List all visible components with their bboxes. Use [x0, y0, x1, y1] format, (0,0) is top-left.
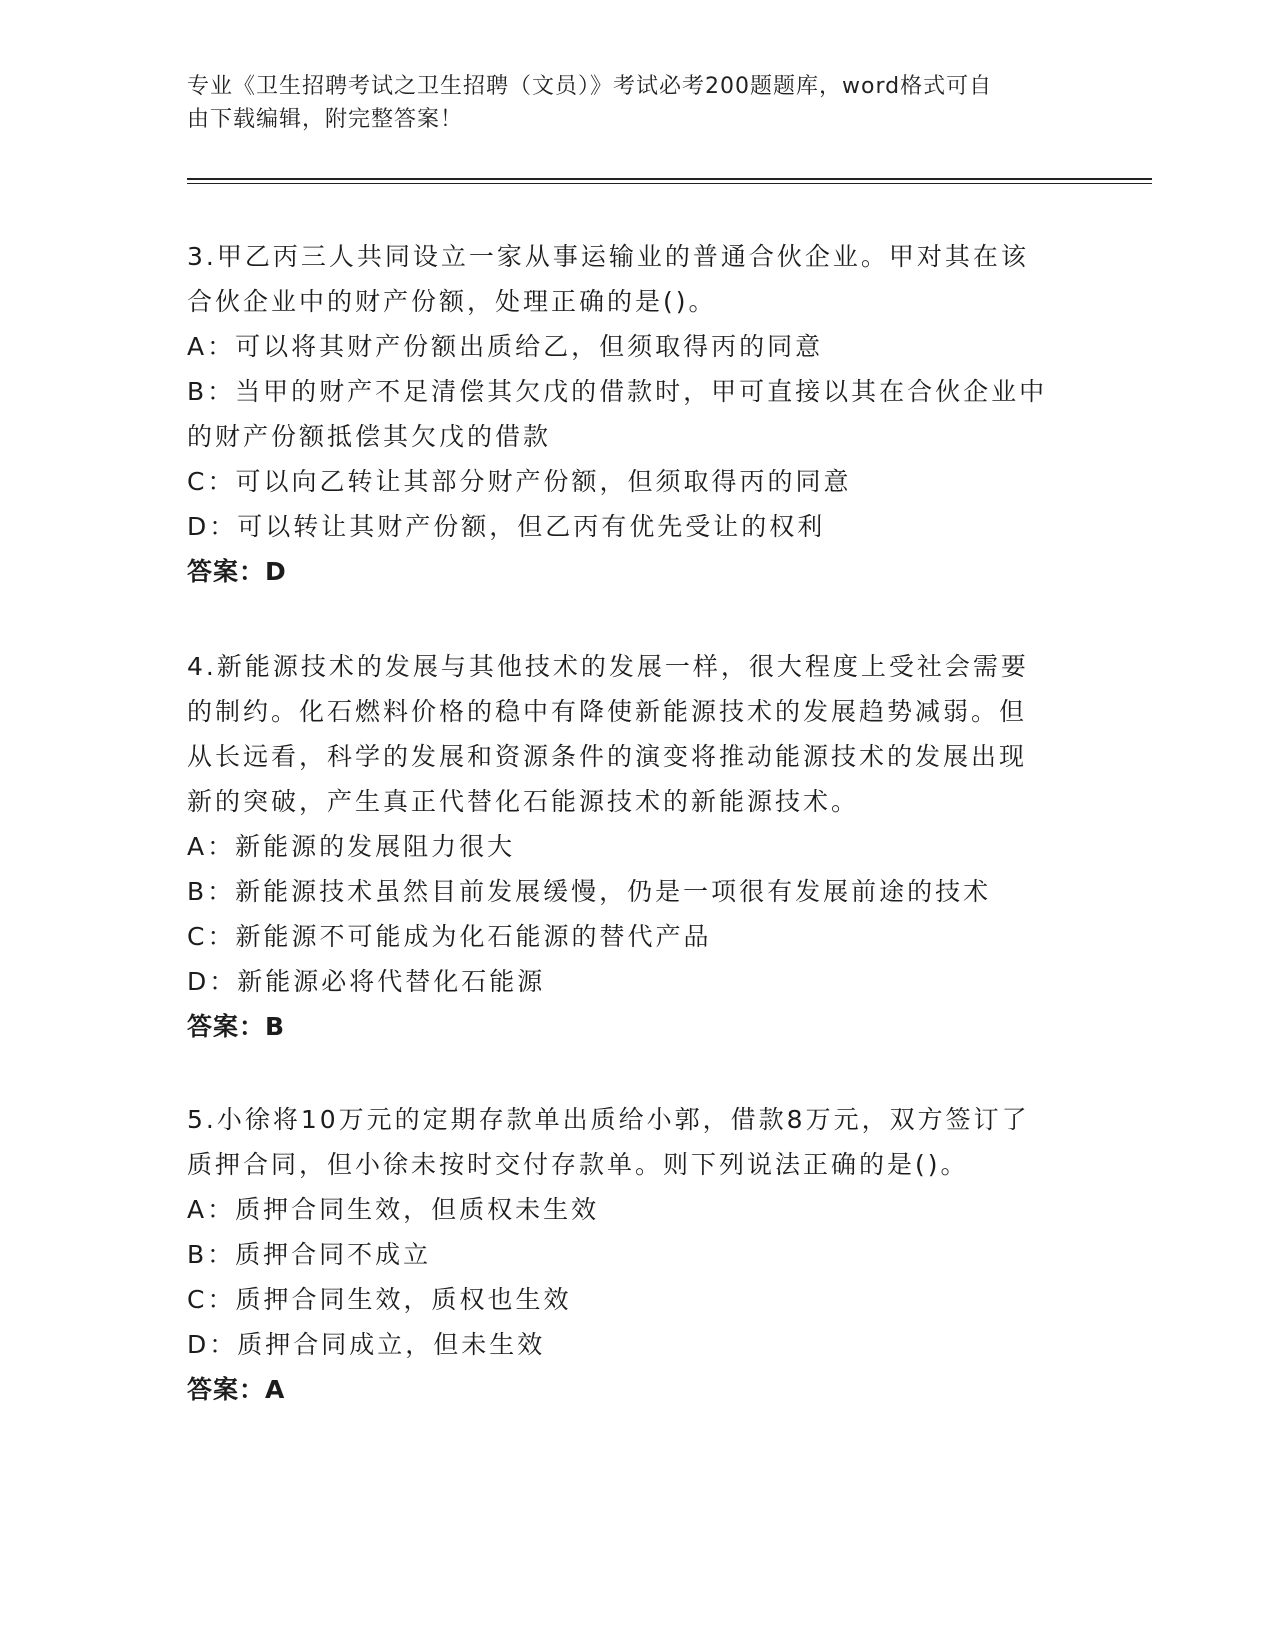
answer: 答案：A [187, 1375, 286, 1404]
answer: 答案：B [187, 1012, 286, 1041]
answer: 答案：D [187, 557, 287, 586]
question-stem-line: 从长远看，科学的发展和资源条件的演变将推动能源技术的发展出现 [187, 742, 1028, 771]
option-d: D：可以转让其财产份额，但乙丙有优先受让的权利 [187, 512, 826, 541]
question-stem-line: 4.新能源技术的发展与其他技术的发展一样，很大程度上受社会需要 [187, 652, 1029, 681]
question-3 [187, 234, 1077, 594]
document-header [187, 70, 1067, 136]
header-divider-top [187, 178, 1152, 180]
option-b: B：新能源技术虽然目前发展缓慢，仍是一项很有发展前途的技术 [187, 877, 992, 906]
header-divider-bottom [187, 183, 1152, 184]
question-stem-line: 新的突破，产生真正代替化石能源技术的新能源技术。 [187, 787, 860, 816]
question-4 [187, 644, 1077, 1049]
option-b: B：当甲的财产不足清偿其欠戊的借款时，甲可直接以其在合伙企业中 [187, 377, 1048, 406]
option-b: B：质押合同不成立 [187, 1240, 432, 1269]
option-d: D：新能源必将代替化石能源 [187, 967, 546, 996]
question-stem-line: 质押合同，但小徐未按时交付存款单。则下列说法正确的是()。 [187, 1150, 969, 1179]
question-stem-line: 3.甲乙丙三人共同设立一家从事运输业的普通合伙企业。甲对其在该 [187, 242, 1029, 271]
question-stem-line: 5.小徐将10万元的定期存款单出质给小郭，借款8万元，双方签订了 [187, 1105, 1030, 1134]
option-c: C：质押合同生效，质权也生效 [187, 1285, 572, 1314]
option-a: A：质押合同生效，但质权未生效 [187, 1195, 600, 1224]
option-a: A：可以将其财产份额出质给乙，但须取得丙的同意 [187, 332, 824, 361]
option-d: D：质押合同成立，但未生效 [187, 1330, 546, 1359]
option-a: A：新能源的发展阻力很大 [187, 832, 516, 861]
question-5 [187, 1097, 1077, 1412]
header-line-2: 由下载编辑，附完整答案！ [187, 107, 464, 132]
option-c: C：可以向乙转让其部分财产份额，但须取得丙的同意 [187, 467, 852, 496]
option-b-continued: 的财产份额抵偿其欠戊的借款 [187, 422, 552, 451]
header-line-1: 专业《卫生招聘考试之卫生招聘（文员）》考试必考200题题库，word格式可自 [187, 74, 993, 99]
option-c: C：新能源不可能成为化石能源的替代产品 [187, 922, 712, 951]
question-stem-line: 的制约。化石燃料价格的稳中有降使新能源技术的发展趋势减弱。但 [187, 697, 1028, 726]
question-stem-line: 合伙企业中的财产份额，处理正确的是()。 [187, 287, 717, 316]
